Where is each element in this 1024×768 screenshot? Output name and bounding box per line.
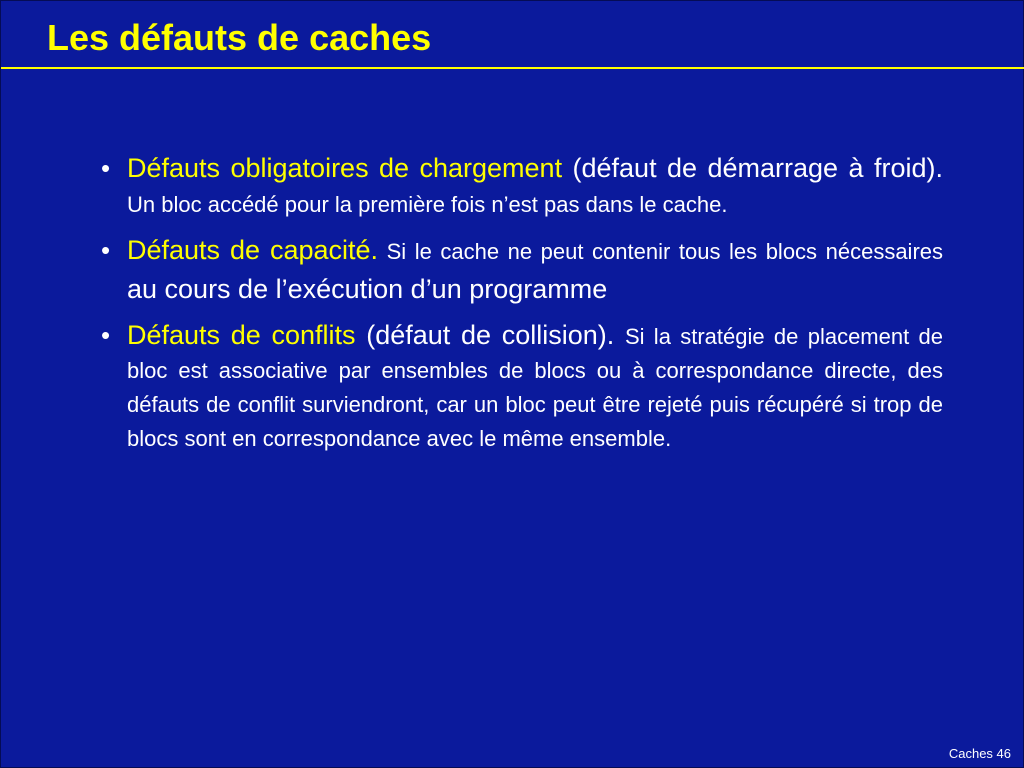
bullet-paren: (défaut de collision). (355, 320, 625, 350)
title-underline (1, 67, 1024, 69)
bullet-dot-icon: • (101, 235, 111, 265)
bullet-compulsory-misses (93, 151, 943, 225)
bullet-lead: Défauts de conflits (127, 320, 356, 350)
bullet-detail: Si la stratégie de placement de bloc est associative par ensembles de blocs ou à correspondance directe, des défauts de conflit surviendront, car un bloc peut être rejeté puis récupéré si trop de blocs sont en correspondance avec le même ensemble. (127, 324, 943, 451)
bullet-tail: au cours de l’exécution d’un programme (127, 274, 608, 304)
bullet-dot-icon: • (101, 320, 111, 350)
bullet-lead: Défauts de capacité. (127, 235, 379, 265)
bullet-dot-icon: • (101, 153, 111, 183)
bullet-list (93, 151, 943, 466)
slide-title: Les défauts de caches (47, 17, 432, 58)
bullet-conflict-misses (93, 319, 943, 458)
bullet-lead: Défauts obligatoires de chargement (127, 153, 563, 183)
bullet-detail: Un bloc accédé pour la première fois n’est pas dans le cache. (127, 192, 728, 217)
bullet-capacity-misses (93, 233, 943, 311)
bullet-detail: Si le cache ne peut contenir tous les blocs nécessaires (378, 239, 943, 264)
bullet-paren: (défaut de démarrage à froid). (562, 153, 943, 183)
slide-footer: Caches 46 (948, 746, 1011, 761)
